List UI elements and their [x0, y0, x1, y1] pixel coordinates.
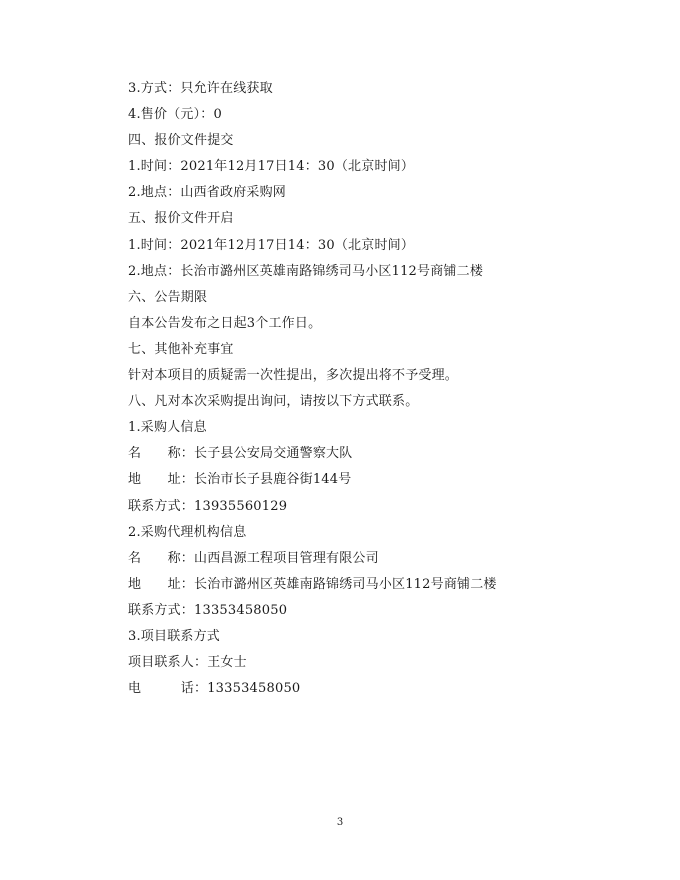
section-heading-contact: 八、凡对本次采购提出询问，请按以下方式联系。: [128, 394, 419, 410]
project-phone-value: 13353458050: [207, 681, 301, 697]
agency-name-row: [128, 546, 568, 572]
purchaser-contact: 联系方式：13935560129: [128, 498, 288, 514]
text-line-method: 3.方式：只允许在线获取: [128, 81, 273, 96]
text-line-submission-time: 1.时间：2021年12月17日14：30（北京时间）: [128, 159, 415, 175]
section-heading-submission: 四、报价文件提交: [128, 133, 234, 149]
purchaser-address-label: 地 址：: [128, 472, 195, 488]
purchaser-name-value: 长子县公安局交通警察大队: [194, 446, 353, 462]
project-phone-label: 电 话：: [128, 681, 208, 697]
project-contact-person: 项目联系人：王女士: [128, 655, 247, 671]
agency-address-label: 地 址：: [128, 576, 195, 592]
agency-name-label: 名 称：: [128, 550, 195, 566]
text-line-opening-time: 1.时间：2021年12月17日14：30（北京时间）: [128, 237, 415, 253]
purchaser-name-label: 名 称：: [128, 446, 195, 462]
document-body: [128, 76, 568, 702]
purchaser-name-row: [128, 441, 568, 467]
section-heading-opening: 五、报价文件开启: [128, 211, 234, 227]
agency-name-value: 山西昌源工程项目管理有限公司: [194, 550, 379, 566]
project-phone-row: [128, 676, 568, 702]
text-line-price: 4.售价（元）：0: [128, 107, 222, 123]
page-number: 3: [336, 817, 344, 828]
subheading-agency: 2.采购代理机构信息: [128, 524, 247, 540]
section-heading-notice-period: 六、公告期限: [128, 289, 208, 305]
text-line-opening-place: 2.地点：长治市潞州区英雄南路锦绣司马小区112号商铺二楼: [128, 263, 484, 279]
agency-address-row: [128, 572, 568, 598]
subheading-project-contact: 3.项目联系方式: [128, 628, 221, 644]
text-line-notice-period: 自本公告发布之日起3个工作日。: [128, 315, 322, 331]
text-line-supplementary: 针对本项目的质疑需一次性提出，多次提出将不予受理。: [128, 368, 459, 384]
section-heading-supplementary: 七、其他补充事宜: [128, 341, 234, 357]
agency-contact: 联系方式：13353458050: [128, 602, 288, 618]
subheading-purchaser: 1.采购人信息: [128, 420, 207, 436]
text-line-submission-place: 2.地点：山西省政府采购网: [128, 185, 287, 201]
purchaser-address-row: [128, 467, 568, 493]
purchaser-address-value: 长治市长子县鹿谷街144号: [194, 472, 352, 488]
agency-address-value: 长治市潞州区英雄南路锦绣司马小区112号商铺二楼: [194, 576, 497, 592]
